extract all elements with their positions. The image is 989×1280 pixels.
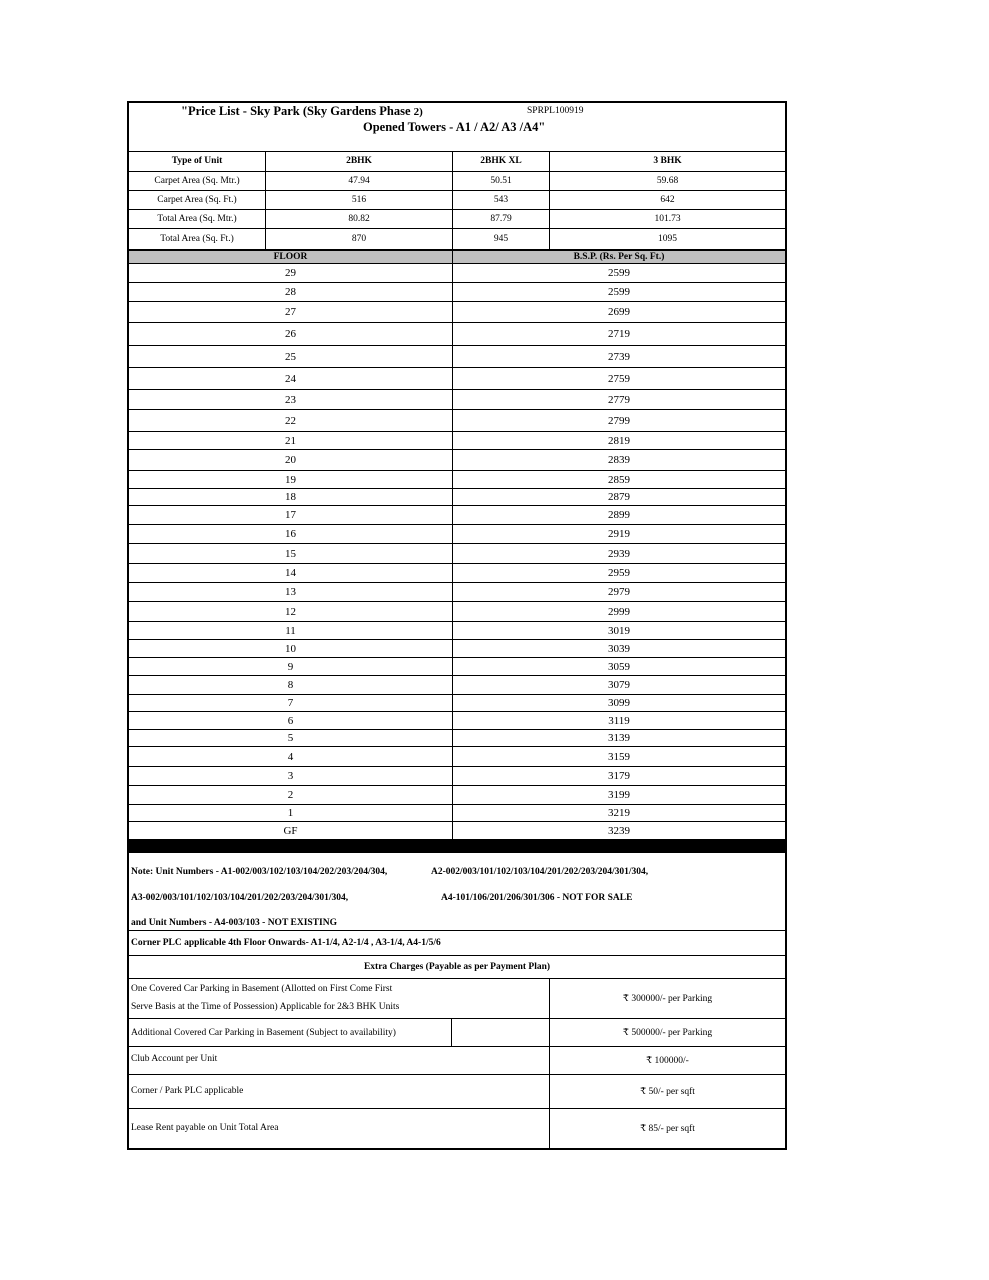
- unit-row-label: Total Area (Sq. Mtr.): [157, 214, 237, 224]
- floor-number: 16: [285, 528, 296, 540]
- floor-row: [129, 410, 785, 432]
- floor-bsp: 3219: [452, 805, 785, 821]
- unit-row-label: Total Area (Sq. Ft.): [160, 234, 234, 244]
- floor-bsp: 2959: [452, 564, 785, 582]
- floor-row: [129, 640, 785, 658]
- floor-number: 29: [285, 267, 296, 279]
- extra-charge-row: [129, 1075, 785, 1109]
- floor-bsp: 2719: [452, 323, 785, 345]
- floor-row: [129, 712, 785, 730]
- extra-charge-row: [129, 1109, 785, 1148]
- note-line-1-right: A2-002/003/101/102/103/104/201/202/203/204/301/304,: [431, 867, 649, 877]
- extra-charge-row: [129, 979, 785, 1019]
- floor-bsp: 3139: [452, 730, 785, 746]
- floor-number: 18: [285, 491, 296, 503]
- extra-charge-label: Corner / Park PLC applicable: [131, 1086, 244, 1096]
- extra-charge-row: [129, 1047, 785, 1075]
- extra-charge-row: [129, 1019, 785, 1047]
- floor-row: [129, 489, 785, 506]
- floor-row: [129, 544, 785, 564]
- unit-row-2bhk-xl: 87.79: [452, 210, 549, 228]
- floor-number: 13: [285, 586, 296, 598]
- floor-table-header: [129, 249, 785, 264]
- floor-row: [129, 390, 785, 410]
- unit-row-2bhk-xl: 945: [452, 229, 549, 249]
- floor-bsp: 2899: [452, 506, 785, 524]
- floor-number: 9: [287, 660, 294, 673]
- floor-number: 25: [285, 350, 296, 363]
- floor-number: 12: [285, 605, 296, 618]
- title-text: "Price List - Sky Park (Sky Gardens Phase: [181, 104, 411, 118]
- floor-row: [129, 676, 785, 695]
- floor-number: 6: [287, 714, 294, 727]
- floor-bsp: 3199: [452, 786, 785, 804]
- floor-number: 20: [285, 454, 296, 466]
- floor-bsp: 2919: [452, 525, 785, 543]
- unit-row-2bhk-xl: 543: [452, 191, 549, 209]
- floor-number: 5: [287, 732, 294, 744]
- floor-row: [129, 747, 785, 767]
- note-line-2-left: A3-002/003/101/102/103/104/201/202/203/204/301/304,: [131, 893, 349, 903]
- extra-charge-label: Club Account per Unit: [131, 1054, 218, 1064]
- unit-row-2bhk: 80.82: [265, 210, 452, 228]
- header-2bhk-xl: 2BHK XL: [452, 151, 549, 171]
- unit-row-2bhk: 47.94: [265, 172, 452, 190]
- unit-table-header: [129, 151, 785, 172]
- floor-row: [129, 283, 785, 302]
- unit-row-label: Carpet Area (Sq. Ft.): [157, 195, 237, 205]
- extra-charge-value: ₹ 500000/- per Parking: [549, 1019, 785, 1046]
- floor-bsp: 2979: [452, 583, 785, 601]
- floor-number: 1: [287, 807, 294, 819]
- floor-row: [129, 264, 785, 283]
- floor-number: 7: [287, 697, 294, 709]
- unit-row-3bhk: 642: [549, 191, 785, 209]
- floor-row: [129, 695, 785, 712]
- extra-charge-label: Lease Rent payable on Unit Total Area: [131, 1123, 279, 1133]
- floor-bsp: 2739: [452, 346, 785, 367]
- floor-bsp: 2759: [452, 368, 785, 389]
- unit-row-3bhk: 59.68: [549, 172, 785, 190]
- header-2bhk: 2BHK: [265, 151, 452, 171]
- floor-row: [129, 822, 785, 839]
- empty-cell: [451, 1019, 549, 1046]
- floor-row: [129, 658, 785, 676]
- extra-charge-value: ₹ 50/- per sqft: [549, 1075, 785, 1108]
- extra-charge-label-cont: Serve Basis at the Time of Possession) Applicable for 2&3 BHK Units: [131, 1002, 400, 1012]
- floor-row: [129, 323, 785, 346]
- floor-bsp: 2779: [452, 390, 785, 409]
- floor-number: 22: [285, 414, 296, 427]
- floor-number: 27: [285, 306, 296, 318]
- floor-row: [129, 622, 785, 640]
- floor-bsp: 2939: [452, 544, 785, 563]
- floor-row: [129, 368, 785, 390]
- floor-bsp: 2859: [452, 471, 785, 488]
- floor-number: 4: [287, 750, 294, 763]
- floor-bsp: 3019: [452, 622, 785, 639]
- document-title: [181, 104, 423, 119]
- floor-number: GF: [283, 824, 298, 837]
- floor-bsp: 2819: [452, 432, 785, 449]
- document-header: [129, 103, 785, 152]
- floor-bsp: 3099: [452, 695, 785, 711]
- floor-number: 10: [285, 642, 296, 655]
- floor-row: [129, 805, 785, 822]
- floor-number: 14: [285, 567, 296, 579]
- divider: [129, 930, 785, 931]
- floor-number: 8: [287, 679, 294, 691]
- floor-row: [129, 432, 785, 450]
- note-line-2-right: A4-101/106/201/206/301/306 - NOT FOR SALE: [441, 893, 633, 903]
- extra-charge-value: ₹ 85/- per sqft: [549, 1109, 785, 1148]
- floor-row: [129, 564, 785, 583]
- floor-bsp: 2999: [452, 602, 785, 621]
- floor-bsp: 3179: [452, 767, 785, 785]
- header-bsp: B.S.P. (Rs. Per Sq. Ft.): [452, 251, 785, 263]
- floor-row: [129, 471, 785, 489]
- floor-number: 3: [287, 770, 294, 782]
- header-floor: FLOOR: [273, 252, 308, 262]
- floor-row: [129, 302, 785, 323]
- title-phase: 2): [413, 106, 423, 118]
- extra-charges-title: Extra Charges (Payable as per Payment Plan): [363, 962, 551, 972]
- extra-charge-label: One Covered Car Parking in Basement (Allotted on First Come First: [131, 984, 393, 994]
- floor-row: [129, 525, 785, 544]
- floor-bsp: 3159: [452, 747, 785, 766]
- floor-number: 23: [285, 393, 296, 406]
- note-line-3: and Unit Numbers - A4-003/103 - NOT EXISTING: [131, 918, 337, 928]
- corner-plc-note: Corner PLC applicable 4th Floor Onwards- A1-1/4, A2-1/4 , A3-1/4, A4-1/5/6: [131, 938, 441, 948]
- document-code: SPRPL100919: [527, 106, 584, 116]
- floor-number: 24: [285, 372, 296, 385]
- unit-table-row: [129, 229, 785, 249]
- floor-number: 26: [285, 328, 296, 340]
- note-line-1-left: Note: Unit Numbers - A1-002/003/102/103/104/202/203/204/304,: [131, 867, 388, 877]
- floor-number: 21: [285, 434, 296, 447]
- floor-bsp: 3239: [452, 822, 785, 839]
- unit-row-label: Carpet Area (Sq. Mtr.): [154, 176, 240, 186]
- floor-row: [129, 583, 785, 602]
- header-type-of-unit: Type of Unit: [171, 156, 223, 166]
- unit-table-row: [129, 210, 785, 229]
- section-divider-bar: [129, 839, 785, 853]
- floor-row: [129, 346, 785, 368]
- floor-bsp: 2599: [452, 264, 785, 282]
- floor-row: [129, 767, 785, 786]
- floor-bsp: 2799: [452, 410, 785, 431]
- unit-table-row: [129, 172, 785, 191]
- price-list-sheet: [127, 101, 787, 1150]
- header-3bhk: 3 BHK: [549, 151, 785, 171]
- floor-row: [129, 602, 785, 622]
- unit-table-row: [129, 191, 785, 210]
- floor-row: [129, 730, 785, 747]
- floor-number: 28: [285, 286, 296, 298]
- floor-number: 15: [285, 547, 296, 560]
- floor-number: 11: [285, 624, 296, 637]
- floor-number: 17: [285, 509, 296, 521]
- unit-row-3bhk: 1095: [549, 229, 785, 249]
- floor-number: 19: [285, 473, 296, 486]
- unit-row-2bhk-xl: 50.51: [452, 172, 549, 190]
- unit-row-2bhk: 516: [265, 191, 452, 209]
- floor-bsp: 3039: [452, 640, 785, 657]
- floor-bsp: 2839: [452, 450, 785, 470]
- extra-charges-title-row: [129, 956, 785, 979]
- floor-bsp: 2599: [452, 283, 785, 301]
- extra-charge-value: ₹ 100000/-: [549, 1047, 785, 1074]
- extra-charge-label: Additional Covered Car Parking in Basement (Subject to availability): [131, 1028, 396, 1038]
- floor-bsp: 3119: [452, 712, 785, 729]
- floor-bsp: 3079: [452, 676, 785, 694]
- floor-bsp: 3059: [452, 658, 785, 675]
- floor-row: [129, 506, 785, 525]
- floor-bsp: 2879: [452, 489, 785, 505]
- document-subtitle: Opened Towers - A1 / A2/ A3 /A4": [363, 120, 546, 134]
- unit-row-2bhk: 870: [265, 229, 452, 249]
- floor-bsp: 2699: [452, 302, 785, 322]
- floor-row: [129, 450, 785, 471]
- unit-row-3bhk: 101.73: [549, 210, 785, 228]
- floor-row: [129, 786, 785, 805]
- extra-charge-value: ₹ 300000/- per Parking: [549, 979, 785, 1018]
- floor-number: 2: [287, 789, 294, 801]
